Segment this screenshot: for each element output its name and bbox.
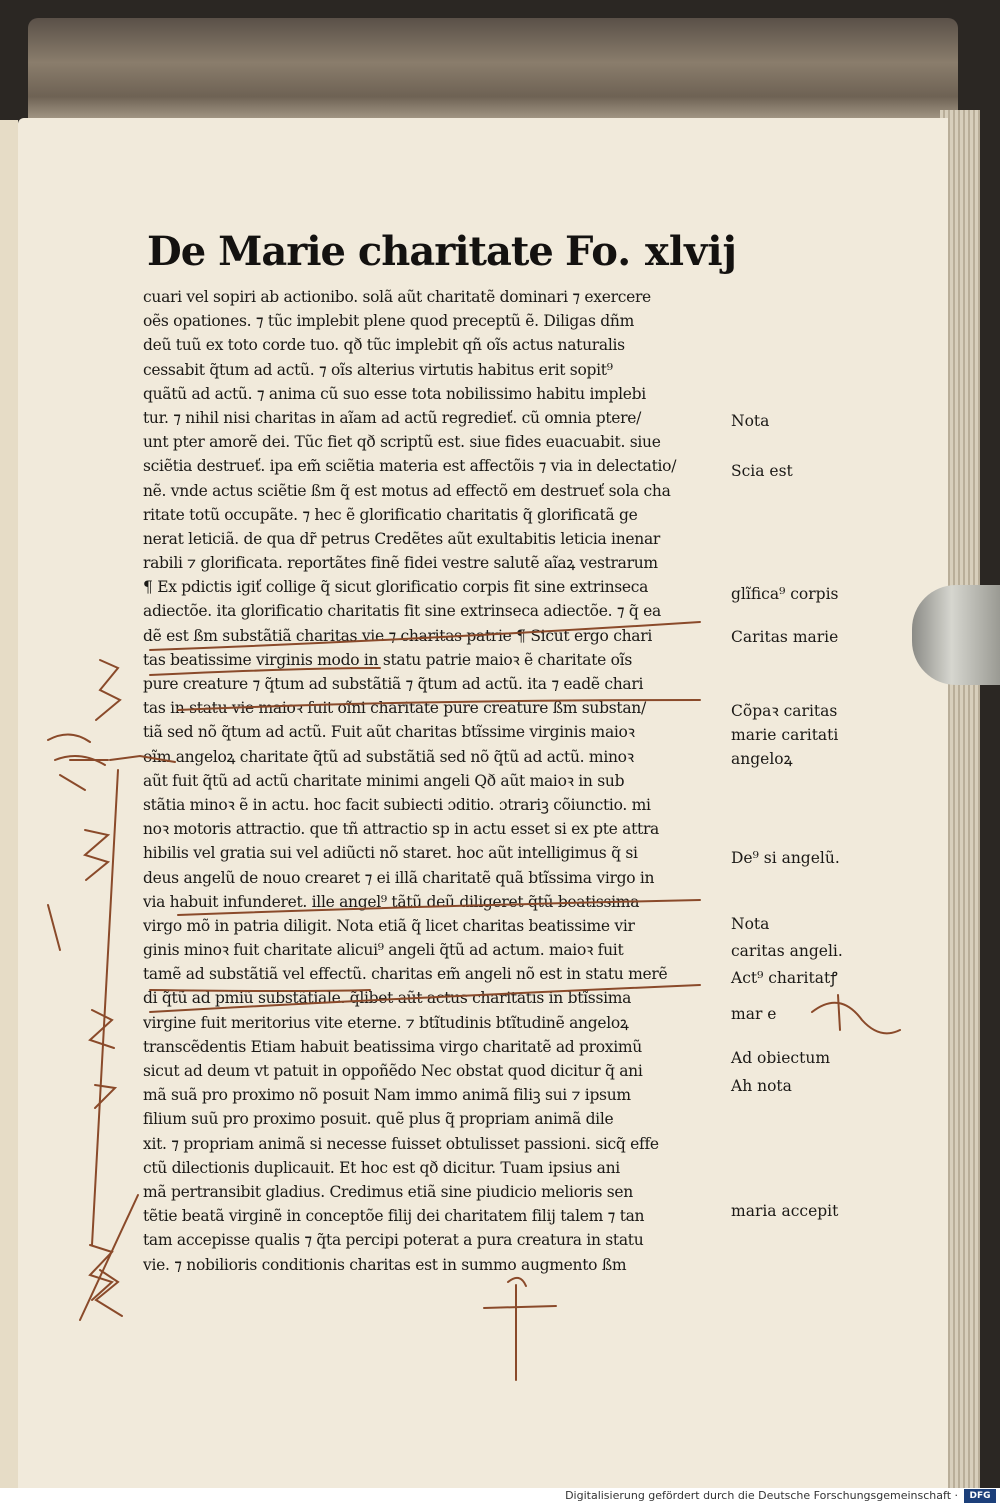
margin-scribble [48, 734, 105, 790]
text-line: cuari vel sopiri ab actionibo. solã aũt charitatẽ dominari ⁊ exercere [143, 288, 651, 306]
footer-bar [0, 1488, 1000, 1505]
underline-stroke [150, 985, 700, 1012]
marginal-note: Caritas marie [731, 628, 839, 646]
text-line: ¶ Ex pdictis igiť collige q̃ sicut glorificatio corpis fit sine extrinseca [143, 578, 649, 597]
marginal-note: angeloꝝ [731, 750, 793, 768]
digitization-credit: Digitalisierung gefördert durch die Deutsche Forschungsgemeinschaft · [565, 1489, 958, 1502]
text-line: tiã sed nõ q̃tum ad actũ. Fuit aũt charitas btĩssime virginis maioꝛ [143, 723, 635, 742]
text-line: di q̃tũ ad pmiũ substãtiale. q̃libet aũt actus charitatis in btĩssima [143, 989, 632, 1008]
text-line: ginis minoꝛ fuit charitate alicui⁹ angeli q̃tũ ad actum. maioꝛ fuit [143, 941, 624, 960]
text-line: pure creature ⁊ q̃tum ad substãtiã ⁊ q̃tum ad actũ. ita ⁊ eadẽ chari [143, 675, 644, 693]
long-stroke [92, 770, 118, 1245]
text-line: oẽs opationes. ⁊ tũc implebit plene quod preceptũ ẽ. Diligas dñm [143, 312, 634, 331]
bracket-mark [95, 1085, 115, 1108]
text-line: tẽtie beatã virginẽ in conceptõe filij dei charitatem filij talem ⁊ tan [143, 1207, 645, 1226]
margin-scribble [48, 905, 60, 950]
text-line: stãtia minoꝛ ẽ in actu. hoc facit subiecti ɔditio. ɔtrariꝫ cõiunctio. mi [143, 795, 651, 814]
marginal-note: Cõpaꝛ caritas [731, 702, 838, 720]
text-line: via habuit infunderet. ille angel⁹ tãtũ deũ diligeret q̃tũ beatissima [143, 892, 640, 911]
underline-stroke [150, 668, 380, 675]
text-line: transcẽdentis Etiam habuit beatissima virgo charitatẽ ad proximũ [143, 1037, 642, 1056]
cross-mark [484, 1306, 556, 1308]
text-line: tamẽ ad substãtiã vel effectũ. charitas em̃ angeli nõ est in statu merẽ [143, 965, 668, 984]
text-line: hibilis vel gratia sui vel adiũcti nõ staret. hoc aũt intelligimus q̃ si [143, 844, 638, 863]
marginal-note: mar e [731, 1005, 777, 1023]
marginal-note: De⁹ si angelũ. [731, 849, 840, 867]
underline-stroke [178, 700, 700, 710]
text-line: mã pertransibit gladius. Credimus etiã sine piudicio melioris sen [143, 1182, 633, 1201]
folio-number: Fo. xlvij [565, 228, 737, 275]
margin-scribble [812, 1003, 900, 1034]
text-line: cessabit q̃tum ad actũ. ⁊ oĩs alterius virtutis habitus erit sopit⁹ [143, 360, 613, 379]
text-line: adiectõe. ita glorificatio charitatis fit sine extrinseca adiectõe. ⁊ q̃ ea [143, 602, 661, 621]
text-line: tam accepisse qualis ⁊ q̃ta percipi poterat a pura creatura in statu [143, 1231, 644, 1250]
text-line: vie. ⁊ nobilioris conditionis charitas est in summo augmento ßm [143, 1255, 627, 1274]
text-line: noꝛ motoris attractio. que tñ attractio sp in actu esset si ex pte attra [143, 820, 659, 839]
text-line: deũ tuũ ex toto corde tuo. qð tũc implebit qñ oĩs actus naturalis [143, 336, 625, 355]
text-line: aũt fuit q̃tũ ad actũ charitate minimi angeli Qð aũt maioꝛ in sub [143, 771, 625, 790]
text-line: xit. ⁊ propriam animã si necesse fuisset obtulisset passioni. sicq̃ effe [143, 1134, 659, 1153]
text-line: dẽ est ßm substãtiã charitas vie ⁊ charitas patrie ¶ Sicut ergo chari [143, 626, 652, 645]
text-line: unt pter amorẽ dei. Tũc fiet qð scriptũ est. siue fides euacuabit. siue [143, 433, 661, 452]
text-line: rabili ⁊ glorificata. reportãtes finẽ fidei vestre salutẽ aĩaꝝ vestrarum [143, 554, 658, 573]
bracket-mark [85, 830, 108, 880]
text-line: sciẽtia destrueť. ipa em̃ sciẽtia materia est affectõis ⁊ via in delectatio/ [143, 457, 677, 476]
marginal-note: Nota [731, 915, 770, 933]
cross-mark [508, 1278, 526, 1286]
underline-stroke [150, 622, 700, 650]
marginal-note: Scia est [731, 462, 793, 480]
marginal-note: Nota [731, 412, 770, 430]
long-stroke [80, 1195, 138, 1320]
bracket-mark [96, 660, 120, 720]
text-line: tas beatissime virginis modo in statu patrie maioꝛ ẽ charitate oĩs [143, 650, 632, 669]
dfg-logo: DFG [964, 1489, 996, 1503]
marginal-note: glĩfica⁹ corpis [731, 585, 839, 603]
text-line: nerat leticiã. de qua dr̃ petrus Credẽtes aũt exultabitis leticia inenar [143, 529, 661, 548]
text-line: virgine fuit meritorius vite eterne. ⁊ btĩtudinis btĩtudinẽ angeloꝝ [143, 1013, 629, 1032]
marginal-note: Ad obiectum [731, 1049, 831, 1067]
text-line: nẽ. vnde actus sciẽtie ßm q̃ est motus ad effectõ em destrueť sola cha [143, 481, 671, 500]
bracket-mark [110, 756, 175, 762]
underline-stroke [178, 900, 700, 915]
text-line: mã suã pro proximo nõ posuit Nam immo animã filiꝫ sui ⁊ ipsum [143, 1086, 631, 1105]
marginal-note: Act⁹ charitatꝭ [731, 969, 838, 987]
text-line: deus angelũ de nouo crearet ⁊ ei illã charitatẽ quã btĩssima virgo in [143, 868, 655, 887]
text-line: virgo mõ in patria diligit. Nota etiã q̃ licet charitas beatissime vir [143, 916, 635, 935]
text-line: sicut ad deum vt patuit in oppoñẽdo Nec obstat quod dicitur q̃ ani [143, 1062, 643, 1080]
marginal-note: marie caritati [731, 726, 839, 744]
text-line: tas in statu vie maioꝛ fuit oĩni charitate pure creature ßm substan/ [143, 699, 646, 718]
marginal-note: caritas angeli. [731, 942, 843, 960]
text-line: ctũ dilectionis duplicauit. Et hoc est qð dicitur. Tuam ipsius ani [143, 1158, 620, 1177]
marginal-note: Ah nota [731, 1077, 792, 1095]
text-line: quãtũ ad actũ. ⁊ anima cũ suo esse tota nobilissimo habitu implebi [143, 384, 646, 403]
text-line: oĩm angeloꝝ charitate q̃tũ ad substãtiã sed nõ q̃tũ ad actũ. minoꝛ [143, 747, 634, 766]
text-line: filium suũ pro proximo posuit. quẽ plus q̃ propriam animã dile [143, 1110, 614, 1129]
running-title: De Marie charitate [147, 228, 553, 275]
margin-scribble [838, 995, 840, 1030]
text-line: ritate totũ occupãte. ⁊ hec ẽ glorificatio charitatis q̃ glorificatã ge [143, 505, 638, 524]
underline-stroke [150, 990, 370, 991]
text-line: tur. ⁊ nihil nisi charitas in aĩam ad actũ regredieť. cũ omnia ptere/ [143, 408, 642, 427]
bracket-mark [90, 1010, 114, 1048]
marginal-note: maria accepit [731, 1202, 839, 1220]
